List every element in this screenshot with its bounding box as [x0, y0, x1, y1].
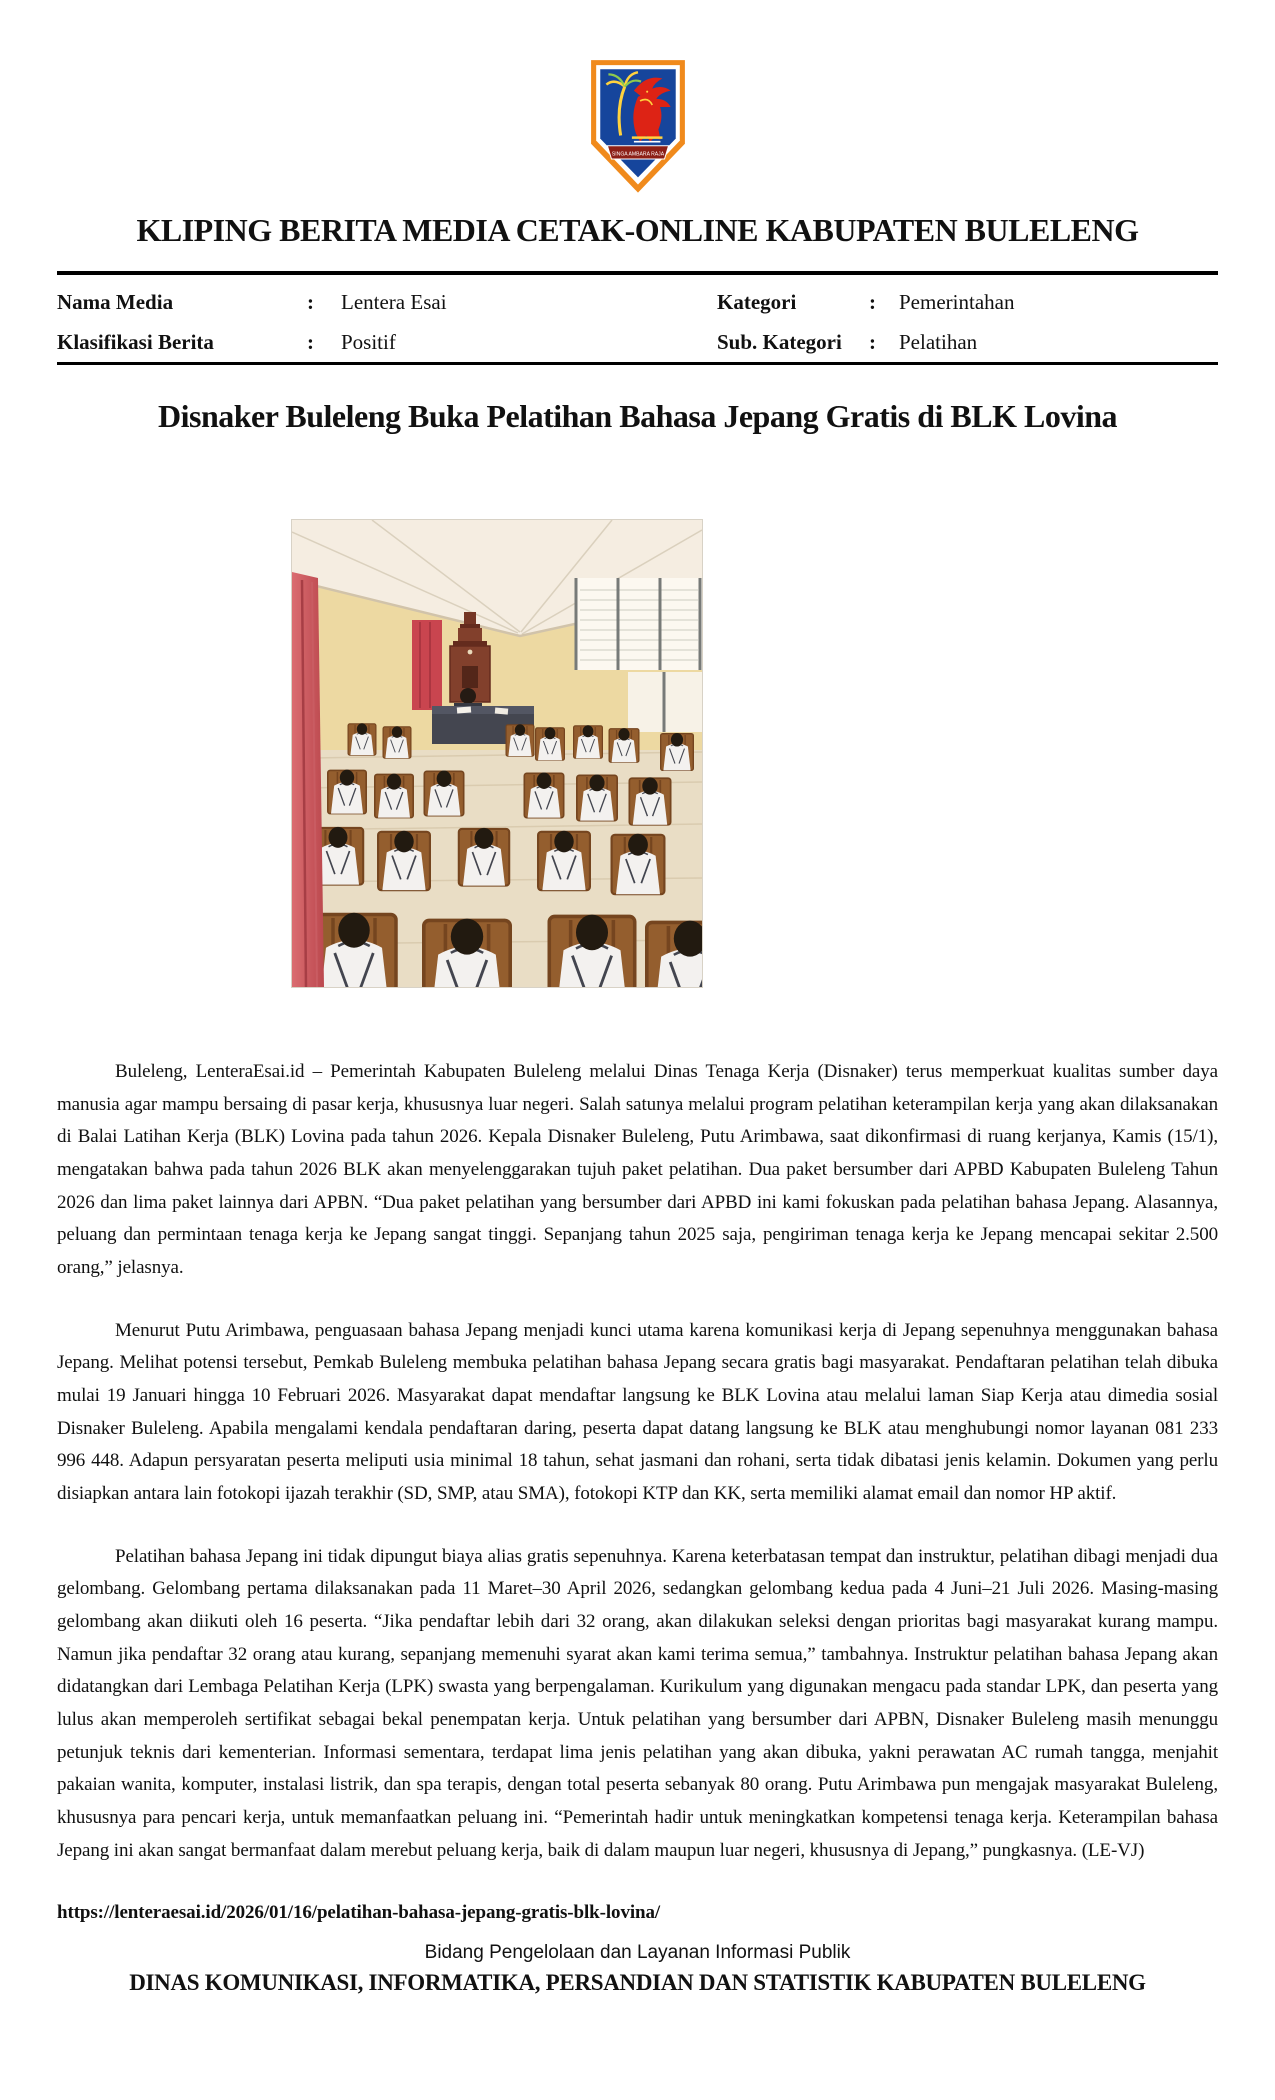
classroom-photo-illustration: [292, 520, 702, 987]
paragraph-3: Pelatihan bahasa Jepang ini tidak dipungut biaya alias gratis sepenuhnya. Karena keterbatasan tempat dan instruktur, pelatihan dibagi menjadi dua gelombang. Gelombang pertama dilaksanakan pada 11 Maret–30 April 2026, sedangkan gelombang kedua pada 4 Juni–21 Juli 2026. Masing-masing gelombang akan diikuti oleh 16 peserta. “Jika pendaftar lebih dari 32 orang, akan dilakukan seleksi dengan prioritas bagi masyarakat kurang mampu. Namun jika pendaftar 32 orang atau kurang, sepanjang memenuhi syarat akan kami terima semua,” tambahnya. Instruktur pelatihan bahasa Jepang akan didatangkan dari Lembaga Pelatihan Kerja (LPK) swasta yang berpengalaman. Kurikulum yang digunakan mengacu pada standar LPK, dan peserta yang lulus akan memperoleh sertifikat sebagai bekal penempatan kerja. Untuk pelatihan yang bersumber dari APBN, Disnaker Buleleng masih menunggu petunjuk teknis dari kementerian. Informasi sementara, terdapat lima jenis pelatihan yang akan dibuka, yakni perawatan AC rumah tangga, menjahit pakaian wanita, komputer, instalasi listrik, dan spa terapis, dengan total peserta sebanyak 80 orang. Putu Arimbawa pun mengajak masyarakat Buleleng, khususnya para pencari kerja, untuk memanfaatkan peluang ini. “Pemerintah hadir untuk meningkatkan kompetensi tenaga kerja. Keterampilan bahasa Jepang ini akan sangat bermanfaat dalam merebut peluang kerja, baik di dalam maupun luar negeri, khususnya di Jepang,” pungkasnya. (LE-VJ): [57, 1545, 1218, 1861]
divider-middle: [57, 362, 1218, 365]
nama-media-label: Nama Media: [57, 289, 174, 314]
meta-row-1: [57, 282, 1218, 322]
sub-kategori-label: Sub. Kategori: [717, 329, 842, 354]
logo-motto-text: SINGA AMBARA RAJA: [611, 151, 664, 158]
kategori-colon: :: [869, 289, 876, 314]
meta-row-2: [57, 322, 1218, 362]
document-footer: [0, 1942, 1275, 1996]
paragraph-1: Buleleng, LenteraEsai.id – Pemerintah Kabupaten Buleleng melalui Dinas Tenaga Kerja (Disnaker) terus memperkuat kualitas sumber daya manusia agar mampu bersaing di pasar kerja, khususnya luar negeri. Salah satunya melalui program pelatihan keterampilan kerja yang akan dilaksanakan di Balai Latihan Kerja (BLK) Lovina pada tahun 2026. Kepala Disnaker Buleleng, Putu Arimbawa, saat dikonfirmasi di ruang kerjanya, Kamis (15/1), mengatakan bahwa pada tahun 2026 BLK akan menyelenggarakan tujuh paket pelatihan. Dua paket bersumber dari APBD Kabupaten Buleleng Tahun 2026 dan lima paket lainnya dari APBN. “Dua paket pelatihan yang bersumber dari APBD ini kami fokuskan pada pelatihan bahasa Jepang. Alasannya, peluang dan permintaan tenaga kerja ke Jepang sangat tinggi. Sepanjang tahun 2025 saja, pengiriman tenaga kerja ke Jepang mencapai sekitar 2.500 orang,” jelasnya.: [57, 1061, 1218, 1279]
klasifikasi-label: Klasifikasi Berita: [57, 329, 214, 354]
klasifikasi-value: Positif: [341, 329, 396, 354]
divider-top: [57, 271, 1218, 275]
klasifikasi-colon: :: [307, 329, 314, 354]
paragraph-2: Menurut Putu Arimbawa, penguasaan bahasa Jepang menjadi kunci utama karena komunikasi kerja di Jepang sepenuhnya menggunakan bahasa Jepang. Melihat potensi tersebut, Pemkab Buleleng membuka pelatihan bahasa Jepang secara gratis bagi masyarakat. Pendaftaran pelatihan telah dibuka mulai 19 Januari hingga 10 Februari 2026. Masyarakat dapat mendaftar langsung ke BLK Lovina atau melalui laman Siap Kerja atau dimedia sosial Disnaker Buleleng. Apabila mengalami kendala pendaftaran daring, peserta dapat datang langsung ke BLK atau menghubungi nomor layanan 081 233 996 448. Adapun persyaratan peserta meliputi usia minimal 18 tahun, sehat jasmani dan rohani, serta tidak dibatasi jenis kelamin. Dokumen yang perlu disiapkan antara lain fotokopi ijazah terakhir (SD, SMP, atau SMA), fotokopi KTP dan KK, serta memiliki alamat email dan nomor HP aktif.: [57, 1319, 1218, 1505]
sub-kategori-colon: :: [869, 329, 876, 354]
article-photo: [292, 520, 702, 987]
sub-kategori-value: Pelatihan: [899, 329, 978, 354]
footer-agency: DINAS KOMUNIKASI, INFORMATIKA, PERSANDIAN DAN STATISTIK KABUPATEN BULELENG: [129, 1970, 1146, 1995]
nama-media-value: Lentera Esai: [341, 289, 447, 314]
kategori-value: Pemerintahan: [899, 289, 1015, 314]
article-title: Disnaker Buleleng Buka Pelatihan Bahasa Jepang Gratis di BLK Lovina: [158, 398, 1117, 434]
article-body: [57, 1056, 1218, 1930]
motto-banner: [607, 146, 668, 159]
page-title: KLIPING BERITA MEDIA CETAK-ONLINE KABUPATEN BULELENG: [136, 212, 1139, 248]
footer-division: Bidang Pengelolaan dan Layanan Informasi Publik: [424, 1942, 851, 1963]
source-url: https://lenteraesai.id/2026/01/16/pelatihan-bahasa-jepang-gratis-blk-lovina/: [57, 1902, 661, 1924]
kategori-label: Kategori: [717, 289, 797, 314]
crest-icon: [587, 56, 689, 197]
nama-media-colon: :: [307, 289, 314, 314]
buleleng-crest-logo: [587, 56, 689, 198]
media-meta-table: [57, 282, 1218, 362]
